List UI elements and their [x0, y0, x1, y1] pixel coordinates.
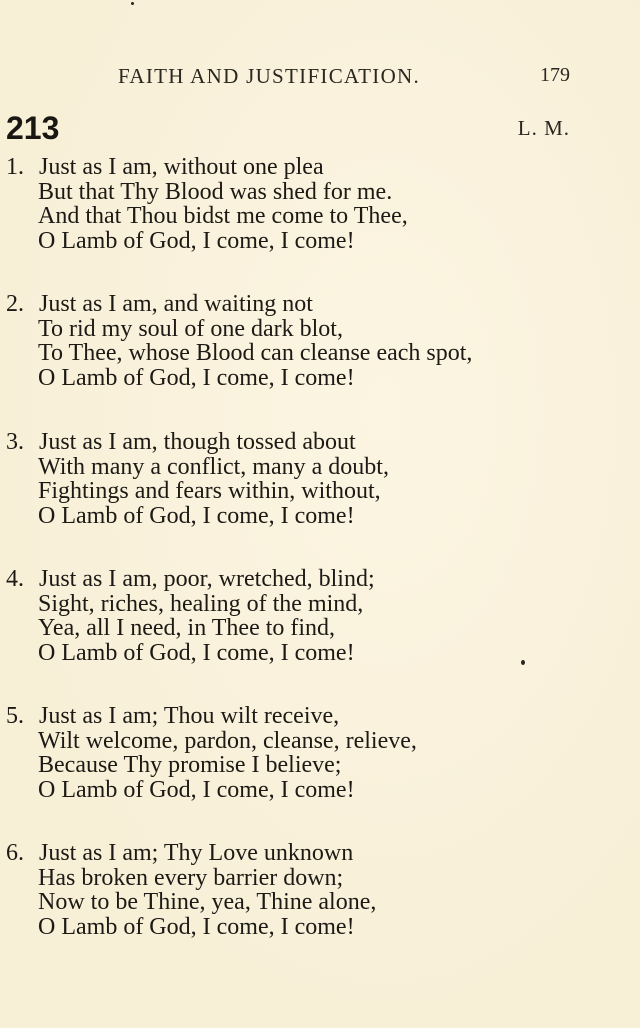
- stanza-line: O Lamb of God, I come, I come!: [38, 639, 355, 666]
- stanza-line: But that Thy Blood was shed for me.: [38, 178, 393, 205]
- hymn-number: 213: [6, 110, 60, 146]
- stanza-number: 6.: [6, 840, 24, 866]
- stanza-line: O Lamb of God, I come, I come!: [38, 502, 355, 529]
- stanza-line: To Thee, whose Blood can cleanse each spot,: [38, 340, 473, 367]
- stanza-line: Just as I am; Thy Love unknown: [39, 840, 354, 866]
- running-head: FAITH AND JUSTIFICATION.: [118, 64, 421, 88]
- stanza-line: Just as I am, though tossed about: [39, 429, 356, 455]
- stanza-line: With many a conflict, many a doubt,: [38, 453, 389, 480]
- stanza-line: Because Thy promise I believe;: [38, 752, 342, 779]
- stanza-number: 5.: [6, 703, 24, 729]
- stanza-line: Just as I am, poor, wretched, blind;: [39, 566, 375, 592]
- stanza-line: To rid my soul of one dark blot,: [38, 315, 343, 342]
- stanza-line: O Lamb of God, I come, I come!: [38, 776, 355, 803]
- stanza-number: 1.: [6, 154, 24, 180]
- stanza-line: Now to be Thine, yea, Thine alone,: [38, 889, 377, 916]
- stanza-line: Sight, riches, healing of the mind,: [38, 590, 364, 617]
- stanza-line: O Lamb of God, I come, I come!: [38, 913, 355, 940]
- stanza-line: Just as I am, and waiting not: [39, 291, 313, 317]
- stanza-line: O Lamb of God, I come, I come!: [38, 227, 355, 254]
- stanza-line: O Lamb of God, I come, I come!: [38, 364, 355, 391]
- ink-speck: [521, 660, 525, 665]
- ink-speck: [131, 2, 134, 5]
- stanza-line: Fightings and fears within, without,: [38, 478, 381, 505]
- page-number: 179: [540, 64, 570, 86]
- stanza-line: Has broken every barrier down;: [38, 864, 344, 891]
- stanza-number: 3.: [6, 429, 24, 455]
- stanza-line: Yea, all I need, in Thee to find,: [38, 615, 336, 642]
- hymn-meter: L. M.: [517, 116, 570, 140]
- stanza-line: Just as I am; Thou wilt receive,: [39, 703, 340, 729]
- stanza-line: Wilt welcome, pardon, cleanse, relieve,: [38, 727, 417, 754]
- stanza-number: 4.: [6, 566, 24, 592]
- stanza-number: 2.: [6, 291, 24, 317]
- stanza-line: Just as I am, without one plea: [39, 154, 324, 180]
- stanza-line: And that Thou bidst me come to Thee,: [38, 203, 408, 230]
